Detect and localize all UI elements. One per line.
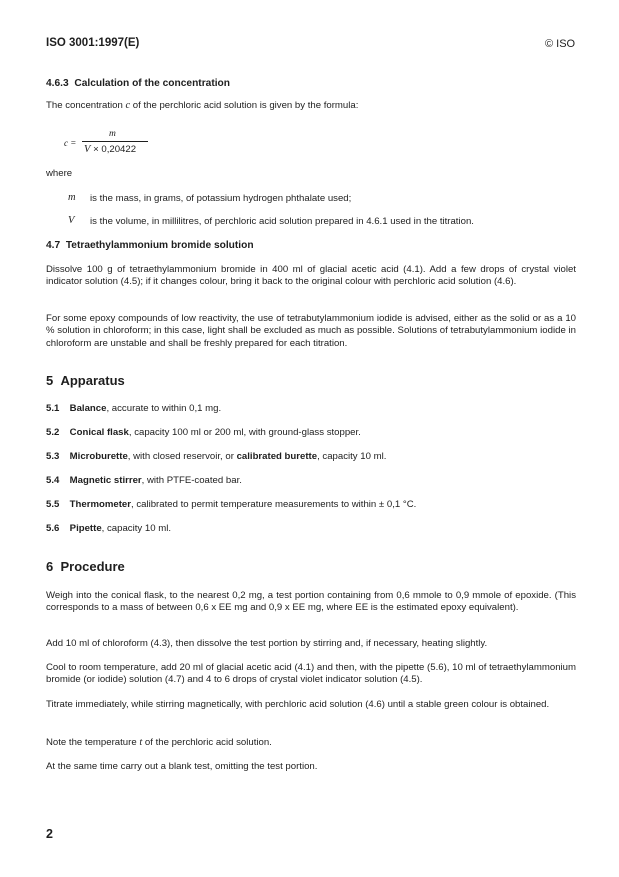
item-name-alt: calibrated burette — [236, 451, 318, 462]
p5-text-b: of the perchloric acid solution. — [142, 737, 272, 748]
item-name: Microburette — [69, 451, 128, 462]
item-name: Pipette — [69, 523, 102, 534]
document-id: ISO 3001:1997(E) — [46, 37, 140, 49]
procedure-paragraph-5 — [46, 737, 272, 749]
where-label: where — [46, 168, 73, 179]
copyright-notice: © ISO — [545, 38, 576, 50]
formula-numerator: m — [109, 129, 116, 139]
item-number: 5.1 — [46, 403, 60, 414]
definition-m: is the mass, in grams, of potassium hydrogen phthalate used; — [90, 193, 352, 204]
heading-4-7 — [46, 240, 254, 252]
fraction-bar — [82, 141, 148, 142]
section-6-heading — [46, 561, 125, 573]
concentration-formula — [64, 128, 184, 158]
intro-text-b: of the perchloric acid solution is given by the formula: — [130, 100, 359, 111]
procedure-paragraph-3: Cool to room temperature, add 20 ml of glacial acetic acid (4.1) and then, with the pipette (5.6), 10 ml of tetraethylammonium bromide (or iodide) solution (4.7) and 4 to 6 drops of crystal violet indicator solution (4.5). — [46, 662, 576, 686]
definition-v: is the volume, in millilitres, of perchloric acid solution prepared in 4.6.1 used in the titration. — [90, 216, 474, 227]
heading-title: Calculation of the concentration — [74, 78, 230, 89]
item-description: , capacity 10 ml. — [101, 523, 171, 534]
section-number: 6 — [46, 559, 54, 574]
page-number: 2 — [46, 827, 53, 841]
formula-denominator — [84, 144, 136, 156]
apparatus-item-5-2 — [46, 427, 361, 439]
item-description: , capacity 10 ml. — [317, 451, 387, 462]
section-number: 5 — [46, 373, 54, 388]
denominator-variable: V — [84, 144, 91, 155]
apparatus-item-5-6 — [46, 523, 171, 535]
item-name: Thermometer — [69, 499, 131, 510]
item-description: , calibrated to permit temperature measurements to within ± 0,1 °C. — [130, 499, 417, 510]
item-description: , capacity 100 ml or 200 ml, with ground-glass stopper. — [128, 427, 361, 438]
apparatus-item-5-5 — [46, 499, 416, 511]
procedure-paragraph-6: At the same time carry out a blank test, omitting the test portion. — [46, 761, 318, 772]
item-name: Balance — [69, 403, 107, 414]
paragraph-4-7-1: Dissolve 100 g of tetraethylammonium bromide in 400 ml of glacial acetic acid (4.1). Add a few drops of crystal violet indicator solution (4.5); if it changes colour, bring it back to the original colour with perchloric acid solution (4.6). — [46, 264, 576, 288]
item-number: 5.3 — [46, 451, 60, 462]
intro-text-a: The concentration — [46, 100, 126, 111]
apparatus-item-5-1 — [46, 403, 221, 415]
apparatus-item-5-3 — [46, 451, 386, 463]
intro-variable: c — [125, 100, 131, 111]
procedure-paragraph-1: Weigh into the conical flask, to the nearest 0,2 mg, a test portion containing from 0,6 mmole to 0,9 mmole of epoxide. (This corresponds to a mass of between 0,6 x EE mg and 0,9 x EE mg, where EE is the estimated epoxy equivalent). — [46, 590, 576, 614]
heading-title: Tetraethylammonium bromide solution — [65, 240, 254, 251]
formula-lhs: c = — [64, 138, 77, 148]
formula-intro — [46, 100, 358, 112]
p5-text-a: Note the temperature — [46, 737, 140, 748]
apparatus-item-5-4 — [46, 475, 242, 487]
item-number: 5.5 — [46, 499, 60, 510]
item-number: 5.4 — [46, 475, 60, 486]
heading-number: 4.6.3 — [46, 78, 69, 89]
heading-4-6-3 — [46, 78, 230, 90]
symbol-v: V — [68, 215, 75, 226]
section-title: Apparatus — [60, 373, 125, 388]
section-title: Procedure — [60, 559, 125, 574]
symbol-m: m — [68, 192, 76, 203]
item-description: , with PTFE-coated bar. — [141, 475, 242, 486]
item-description: , accurate to within 0,1 mg. — [106, 403, 222, 414]
paragraph-4-7-2: For some epoxy compounds of low reactivity, the use of tetrabutylammonium iodide is advised, either as the solid or as a 10 % solution in chloroform; in this case, light shall be excluded as much as possible. Solutions of tetrabutylammonium iodide in chloroform are unstable and shall be freshly prepared for each titration. — [46, 313, 576, 349]
section-5-heading — [46, 375, 125, 387]
denominator-rest: × 0,20422 — [90, 144, 137, 155]
item-name: Conical flask — [69, 427, 129, 438]
procedure-paragraph-4: Titrate immediately, while stirring magnetically, with perchloric acid solution (4.6) until a stable green colour is obtained. — [46, 699, 550, 710]
item-description-mid: , with closed reservoir, or — [127, 451, 237, 462]
heading-number: 4.7 — [46, 240, 61, 251]
item-number: 5.6 — [46, 523, 60, 534]
item-name: Magnetic stirrer — [69, 475, 142, 486]
p5-variable: t — [139, 737, 143, 748]
procedure-paragraph-2: Add 10 ml of chloroform (4.3), then dissolve the test portion by stirring and, if necessary, heating slightly. — [46, 638, 488, 649]
item-number: 5.2 — [46, 427, 60, 438]
